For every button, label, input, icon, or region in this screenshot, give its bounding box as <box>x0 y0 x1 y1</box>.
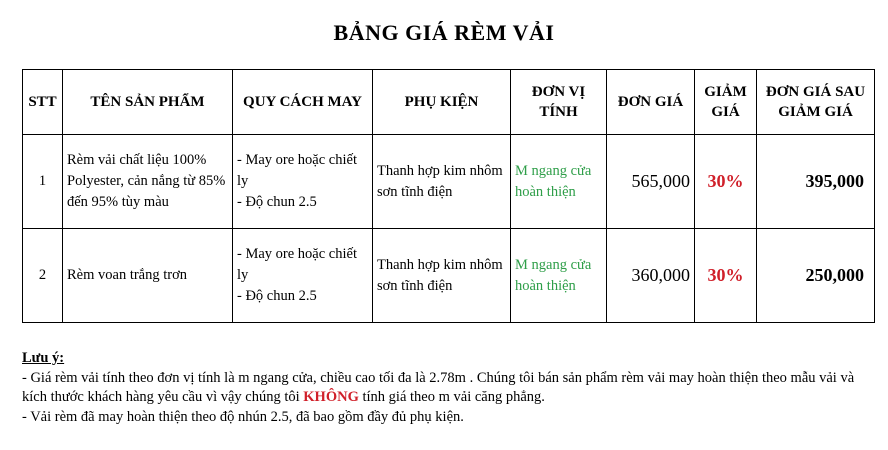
note-line-2: - Vải rèm đã may hoàn thiện theo độ nhún 2.5, đã bao gồm đầy đủ phụ kiện. <box>22 408 464 425</box>
note-line-1-tail: tính giá theo m vải căng phẳng. <box>362 389 545 405</box>
cell-accessory: Thanh hợp kim nhôm sơn tĩnh điện <box>373 229 511 323</box>
header-discount-line1: GIẢM <box>704 84 747 100</box>
cell-discount: 30% <box>695 229 757 323</box>
header-final-line2: GIẢM GIÁ <box>778 104 853 120</box>
note-emphasis: KHÔNG <box>303 389 359 405</box>
cell-price: 360,000 <box>607 229 695 323</box>
header-discount <box>695 70 757 135</box>
notes-section <box>22 349 872 427</box>
header-discount-line2: GIÁ <box>711 104 740 120</box>
note-line-1-text: - Giá rèm vải tính theo đơn vị tính là m ngang cửa, chiều cao tối đa là 2.78m . Chúng tôi bán sản phẩm rèm vải may hoàn thiện theo mẫu vải và kích thước khách hàng yêu cầu vì vậy chúng tôi <box>22 369 855 405</box>
cell-product-name: Rèm voan trắng trơn <box>63 229 233 323</box>
table-header-row <box>23 70 875 135</box>
table-row <box>23 229 875 323</box>
table-row <box>23 135 875 229</box>
page-title: BẢNG GIÁ RÈM VẢI <box>333 20 555 45</box>
header-accessory: PHỤ KIỆN <box>373 70 511 135</box>
cell-stt: 1 <box>23 135 63 229</box>
header-price: ĐƠN GIÁ <box>607 70 695 135</box>
cell-price: 565,000 <box>607 135 695 229</box>
header-stt: STT <box>23 70 63 135</box>
cell-final-price: 250,000 <box>757 229 875 323</box>
header-final-price <box>757 70 875 135</box>
header-unit-line2: TÍNH <box>539 104 578 120</box>
note-line-1 <box>22 369 872 408</box>
cell-accessory: Thanh hợp kim nhôm sơn tĩnh điện <box>373 135 511 229</box>
cell-spec <box>233 229 373 323</box>
cell-discount: 30% <box>695 135 757 229</box>
header-product-name: TÊN SẢN PHẨM <box>63 70 233 135</box>
cell-unit: M ngang cửa hoàn thiện <box>511 229 607 323</box>
spec-line1: - May ore hoặc chiết ly <box>237 246 357 283</box>
spec-line2: - Độ chun 2.5 <box>237 288 317 304</box>
cell-spec <box>233 135 373 229</box>
cell-stt: 2 <box>23 229 63 323</box>
cell-final-price: 395,000 <box>757 135 875 229</box>
header-unit <box>511 70 607 135</box>
header-spec: QUY CÁCH MAY <box>233 70 373 135</box>
spec-line2: - Độ chun 2.5 <box>237 194 317 210</box>
cell-product-name: Rèm vải chất liệu 100% Polyester, cản nắng từ 85% đến 95% tùy màu <box>63 135 233 229</box>
notes-heading: Lưu ý: <box>22 350 65 366</box>
header-unit-line1: ĐƠN VỊ <box>531 84 586 100</box>
header-final-line1: ĐƠN GIÁ SAU <box>765 84 866 100</box>
spec-line1: - May ore hoặc chiết ly <box>237 152 357 189</box>
cell-unit: M ngang cửa hoàn thiện <box>511 135 607 229</box>
price-table <box>22 69 875 323</box>
